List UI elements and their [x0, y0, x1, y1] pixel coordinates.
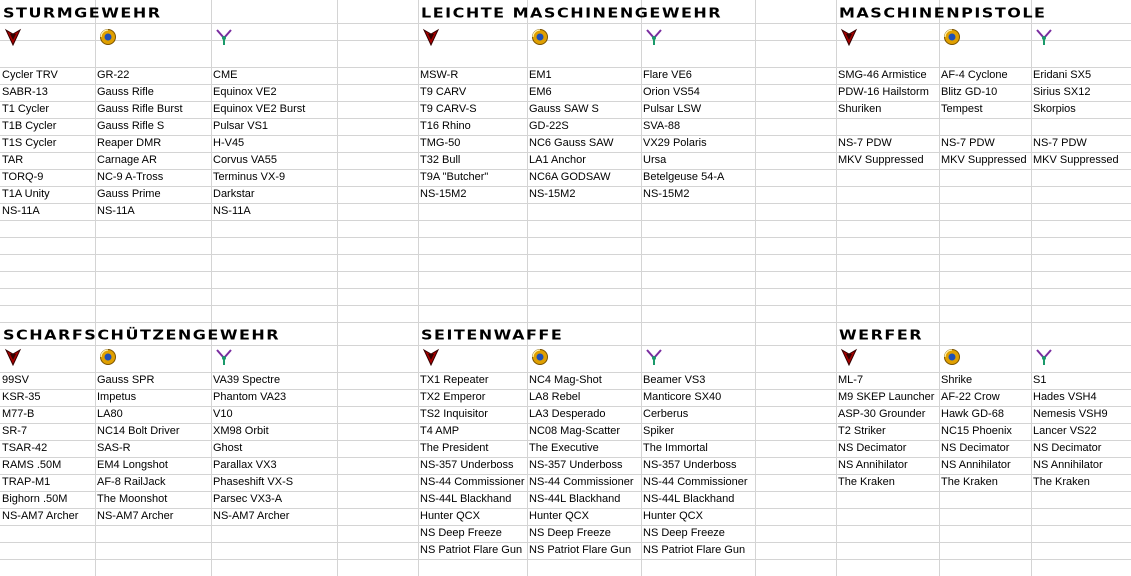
weapon-cell[interactable]: Carnage AR: [97, 154, 157, 166]
faction-purple-trident-icon: [1035, 348, 1053, 366]
weapon-cell[interactable]: The President: [420, 442, 489, 454]
weapon-cell[interactable]: NC6A GODSAW: [529, 171, 611, 183]
grid-row-line: [0, 345, 1131, 346]
weapon-cell[interactable]: NS Patriot Flare Gun: [643, 544, 746, 556]
weapon-cell[interactable]: XM98 Orbit: [213, 425, 269, 437]
section-title: MASCHINENPISTOLE: [839, 4, 1047, 21]
weapon-cell[interactable]: T2 Striker: [838, 425, 886, 437]
weapon-cell[interactable]: NS-15M2: [643, 188, 690, 200]
weapon-cell[interactable]: V10: [213, 408, 233, 420]
weapon-cell[interactable]: NS-44 Commissioner: [420, 476, 525, 488]
weapon-cell[interactable]: NS-11A: [97, 205, 135, 217]
weapon-cell[interactable]: The Immortal: [643, 442, 708, 454]
weapon-cell[interactable]: Gauss Rifle S: [97, 120, 165, 132]
weapon-cell[interactable]: Gauss SAW S: [529, 103, 599, 115]
weapon-cell[interactable]: Phaseshift VX-S: [213, 476, 294, 488]
weapon-cell[interactable]: Parsec VX3-A: [213, 493, 283, 505]
weapon-cell[interactable]: NS-15M2: [529, 188, 576, 200]
weapon-cell[interactable]: GD-22S: [529, 120, 569, 132]
faction-gold-ring-icon: [531, 28, 549, 46]
weapon-cell[interactable]: Ghost: [213, 442, 243, 454]
weapon-cell[interactable]: NC6 Gauss SAW: [529, 137, 614, 149]
weapon-cell[interactable]: NS Decimator: [941, 442, 1010, 454]
weapon-cell[interactable]: Pulsar LSW: [643, 103, 702, 115]
grid-row-line: [0, 288, 1131, 289]
section-title: STURMGEWEHR: [3, 4, 162, 21]
weapon-cell[interactable]: T9A "Butcher": [420, 171, 489, 183]
faction-gold-ring-icon: [943, 28, 961, 46]
faction-red-triangle-icon: [422, 348, 440, 366]
weapon-cell[interactable]: EM6: [529, 86, 552, 98]
weapon-cell[interactable]: VX29 Polaris: [643, 137, 707, 149]
faction-red-triangle-icon: [4, 348, 22, 366]
weapon-cell[interactable]: S1: [1033, 374, 1047, 386]
weapon-cell[interactable]: NS Decimator: [1033, 442, 1102, 454]
weapon-cell[interactable]: ML-7: [838, 374, 864, 386]
weapon-cell[interactable]: NS-357 Underboss: [420, 459, 514, 471]
weapon-cell[interactable]: TORQ-9: [2, 171, 44, 183]
faction-red-triangle-icon: [840, 348, 858, 366]
weapon-cell[interactable]: MSW-R: [420, 69, 459, 81]
weapon-cell[interactable]: PDW-16 Hailstorm: [838, 86, 929, 98]
weapon-cell[interactable]: T32 Bull: [420, 154, 461, 166]
weapon-cell[interactable]: T1S Cycler: [2, 137, 57, 149]
weapon-cell[interactable]: Phantom VA23: [213, 391, 287, 403]
weapon-cell[interactable]: LA80: [97, 408, 123, 420]
weapon-cell[interactable]: NS-357 Underboss: [529, 459, 623, 471]
weapon-cell[interactable]: SVA-88: [643, 120, 681, 132]
weapon-cell[interactable]: Betelgeuse 54-A: [643, 171, 725, 183]
weapon-cell[interactable]: NS Annihilator: [941, 459, 1011, 471]
faction-purple-trident-icon: [215, 348, 233, 366]
weapon-cell[interactable]: Orion VS54: [643, 86, 700, 98]
weapon-cell[interactable]: Gauss Prime: [97, 188, 161, 200]
weapon-cell[interactable]: NS Deep Freeze: [420, 527, 502, 539]
weapon-cell[interactable]: NC4 Mag-Shot: [529, 374, 602, 386]
grid-row-line: [0, 322, 1131, 323]
weapon-cell[interactable]: NS Deep Freeze: [529, 527, 611, 539]
weapon-cell[interactable]: NS-7 PDW: [941, 137, 995, 149]
weapon-cell[interactable]: LA1 Anchor: [529, 154, 586, 166]
weapon-cell[interactable]: LA3 Desperado: [529, 408, 606, 420]
weapon-cell[interactable]: NS-AM7 Archer: [213, 510, 290, 522]
weapon-cell[interactable]: SAS-R: [97, 442, 131, 454]
weapon-cell[interactable]: M77-B: [2, 408, 35, 420]
weapon-cell[interactable]: TRAP-M1: [2, 476, 51, 488]
weapon-cell[interactable]: T16 Rhino: [420, 120, 471, 132]
weapon-cell[interactable]: SABR-13: [2, 86, 48, 98]
section-title: WERFER: [839, 326, 924, 343]
weapon-cell[interactable]: EM4 Longshot: [97, 459, 168, 471]
weapon-cell[interactable]: NS-11A: [213, 205, 251, 217]
weapon-cell[interactable]: NS Deep Freeze: [643, 527, 725, 539]
weapon-cell[interactable]: Hunter QCX: [643, 510, 703, 522]
weapon-cell[interactable]: TMG-50: [420, 137, 461, 149]
weapon-cell[interactable]: Darkstar: [213, 188, 255, 200]
weapon-cell[interactable]: Bighorn .50M: [2, 493, 68, 505]
weapon-cell[interactable]: KSR-35: [2, 391, 41, 403]
weapon-cell[interactable]: NS-44L Blackhand: [643, 493, 735, 505]
weapon-cell[interactable]: Equinox VE2: [213, 86, 277, 98]
weapon-cell[interactable]: Skorpios: [1033, 103, 1076, 115]
weapon-cell[interactable]: NS-357 Underboss: [643, 459, 737, 471]
weapon-cell[interactable]: NS Patriot Flare Gun: [529, 544, 632, 556]
weapon-cell[interactable]: Sirius SX12: [1033, 86, 1091, 98]
weapon-cell[interactable]: Lancer VS22: [1033, 425, 1097, 437]
weapon-cell[interactable]: Terminus VX-9: [213, 171, 286, 183]
weapon-cell[interactable]: TAR: [2, 154, 24, 166]
faction-red-triangle-icon: [4, 28, 22, 46]
weapon-cell[interactable]: ASP-30 Grounder: [838, 408, 926, 420]
faction-gold-ring-icon: [531, 348, 549, 366]
weapon-cell[interactable]: T1B Cycler: [2, 120, 57, 132]
weapon-cell[interactable]: Eridani SX5: [1033, 69, 1092, 81]
weapon-cell[interactable]: The Kraken: [1033, 476, 1090, 488]
weapon-cell[interactable]: The Moonshot: [97, 493, 168, 505]
weapon-cell[interactable]: Shuriken: [838, 103, 882, 115]
weapon-cell[interactable]: T9 CARV-S: [420, 103, 477, 115]
weapon-cell[interactable]: MKV Suppressed: [941, 154, 1027, 166]
faction-purple-trident-icon: [1035, 28, 1053, 46]
weapon-cell[interactable]: Manticore SX40: [643, 391, 722, 403]
weapon-cell[interactable]: Hades VSH4: [1033, 391, 1097, 403]
weapon-cell[interactable]: SMG-46 Armistice: [838, 69, 927, 81]
section-title: LEICHTE MASCHINENGEWEHR: [421, 4, 723, 21]
grid-row-line: [0, 559, 1131, 560]
weapon-cell[interactable]: Spiker: [643, 425, 675, 437]
weapon-cell[interactable]: T1A Unity: [2, 188, 50, 200]
weapon-cell[interactable]: GR-22: [97, 69, 130, 81]
weapon-cell[interactable]: The Kraken: [838, 476, 895, 488]
weapon-cell[interactable]: Equinox VE2 Burst: [213, 103, 306, 115]
faction-gold-ring-icon: [99, 28, 117, 46]
grid-row-line: [0, 305, 1131, 306]
weapon-cell[interactable]: Cycler TRV: [2, 69, 58, 81]
weapon-cell[interactable]: Nemesis VSH9: [1033, 408, 1108, 420]
faction-purple-trident-icon: [645, 28, 663, 46]
weapon-cell[interactable]: The Kraken: [941, 476, 998, 488]
weapon-cell[interactable]: AF-8 RailJack: [97, 476, 166, 488]
weapon-cell[interactable]: Hunter QCX: [529, 510, 589, 522]
weapon-cell[interactable]: M9 SKEP Launcher: [838, 391, 935, 403]
faction-gold-ring-icon: [99, 348, 117, 366]
weapon-cell[interactable]: AF-22 Crow: [941, 391, 1000, 403]
weapon-cell[interactable]: VA39 Spectre: [213, 374, 281, 386]
grid-row-line: [0, 254, 1131, 255]
grid-row-line: [0, 23, 1131, 24]
weapon-cell[interactable]: TX1 Repeater: [420, 374, 489, 386]
weapon-cell[interactable]: NS Decimator: [838, 442, 907, 454]
weapon-cell[interactable]: CME: [213, 69, 238, 81]
grid-row-line: [0, 237, 1131, 238]
weapon-cell[interactable]: Hawk GD-68: [941, 408, 1004, 420]
weapon-cell[interactable]: NS-15M2: [420, 188, 467, 200]
weapon-cell[interactable]: T9 CARV: [420, 86, 467, 98]
weapon-cell[interactable]: Parallax VX3: [213, 459, 277, 471]
weapon-cell[interactable]: Hunter QCX: [420, 510, 480, 522]
faction-red-triangle-icon: [422, 28, 440, 46]
weapon-cell[interactable]: SR-7: [2, 425, 28, 437]
weapon-cell[interactable]: Beamer VS3: [643, 374, 706, 386]
weapon-cell[interactable]: TX2 Emperor: [420, 391, 486, 403]
faction-gold-ring-icon: [943, 348, 961, 366]
weapon-cell[interactable]: Tempest: [941, 103, 983, 115]
weapon-cell[interactable]: NC-9 A-Tross: [97, 171, 164, 183]
weapon-cell[interactable]: EM1: [529, 69, 552, 81]
weapon-cell[interactable]: NS-7 PDW: [838, 137, 892, 149]
weapon-cell[interactable]: NS-44 Commissioner: [529, 476, 634, 488]
weapon-cell[interactable]: RAMS .50M: [2, 459, 62, 471]
weapon-cell[interactable]: NC08 Mag-Scatter: [529, 425, 621, 437]
weapon-cell[interactable]: Pulsar VS1: [213, 120, 269, 132]
weapon-cell[interactable]: NS-44 Commissioner: [643, 476, 748, 488]
weapon-cell[interactable]: TS2 Inquisitor: [420, 408, 488, 420]
section-title: SEITENWAFFE: [421, 326, 564, 343]
weapon-cell[interactable]: Gauss SPR: [97, 374, 155, 386]
weapon-cell[interactable]: NS-44L Blackhand: [529, 493, 621, 505]
weapon-cell[interactable]: Blitz GD-10: [941, 86, 998, 98]
weapon-cell[interactable]: NS-AM7 Archer: [2, 510, 79, 522]
weapon-cell[interactable]: MKV Suppressed: [1033, 154, 1119, 166]
weapon-cell[interactable]: NS Patriot Flare Gun: [420, 544, 523, 556]
weapon-cell[interactable]: MKV Suppressed: [838, 154, 924, 166]
weapon-cell[interactable]: The Executive: [529, 442, 599, 454]
weapon-cell[interactable]: NS-11A: [2, 205, 40, 217]
faction-red-triangle-icon: [840, 28, 858, 46]
weapon-cell[interactable]: NS Annihilator: [1033, 459, 1103, 471]
faction-purple-trident-icon: [215, 28, 233, 46]
grid-row-line: [0, 271, 1131, 272]
weapon-cell[interactable]: NS-AM7 Archer: [97, 510, 174, 522]
weapon-cell[interactable]: Ursa: [643, 154, 667, 166]
faction-purple-trident-icon: [645, 348, 663, 366]
weapon-cell[interactable]: Corvus VA55: [213, 154, 277, 166]
weapon-cell[interactable]: Flare VE6: [643, 69, 692, 81]
weapon-cell[interactable]: NS-44L Blackhand: [420, 493, 512, 505]
weapon-cell[interactable]: NC15 Phoenix: [941, 425, 1012, 437]
grid-row-line: [0, 220, 1131, 221]
weapon-cell[interactable]: Shrike: [941, 374, 973, 386]
weapon-cell[interactable]: Gauss Rifle: [97, 86, 154, 98]
section-title: SCHARFSCHÜTZENGEWEHR: [3, 326, 281, 343]
weapon-cell[interactable]: NS-7 PDW: [1033, 137, 1087, 149]
weapon-cell[interactable]: T4 AMP: [420, 425, 460, 437]
weapon-cell[interactable]: Reaper DMR: [97, 137, 162, 149]
weapon-cell[interactable]: TSAR-42: [2, 442, 48, 454]
grid-row-line: [0, 40, 1131, 41]
weapon-cell[interactable]: AF-4 Cyclone: [941, 69, 1008, 81]
weapon-cell[interactable]: 99SV: [2, 374, 29, 386]
weapon-cell[interactable]: LA8 Rebel: [529, 391, 581, 403]
grid-row-line: [0, 203, 1131, 204]
weapon-cell[interactable]: H-V45: [213, 137, 245, 149]
weapon-cell[interactable]: NS Annihilator: [838, 459, 908, 471]
weapon-cell[interactable]: NC14 Bolt Driver: [97, 425, 180, 437]
weapon-cell[interactable]: T1 Cycler: [2, 103, 50, 115]
weapon-cell[interactable]: Impetus: [97, 391, 137, 403]
weapon-cell[interactable]: Gauss Rifle Burst: [97, 103, 183, 115]
weapon-cell[interactable]: Cerberus: [643, 408, 689, 420]
